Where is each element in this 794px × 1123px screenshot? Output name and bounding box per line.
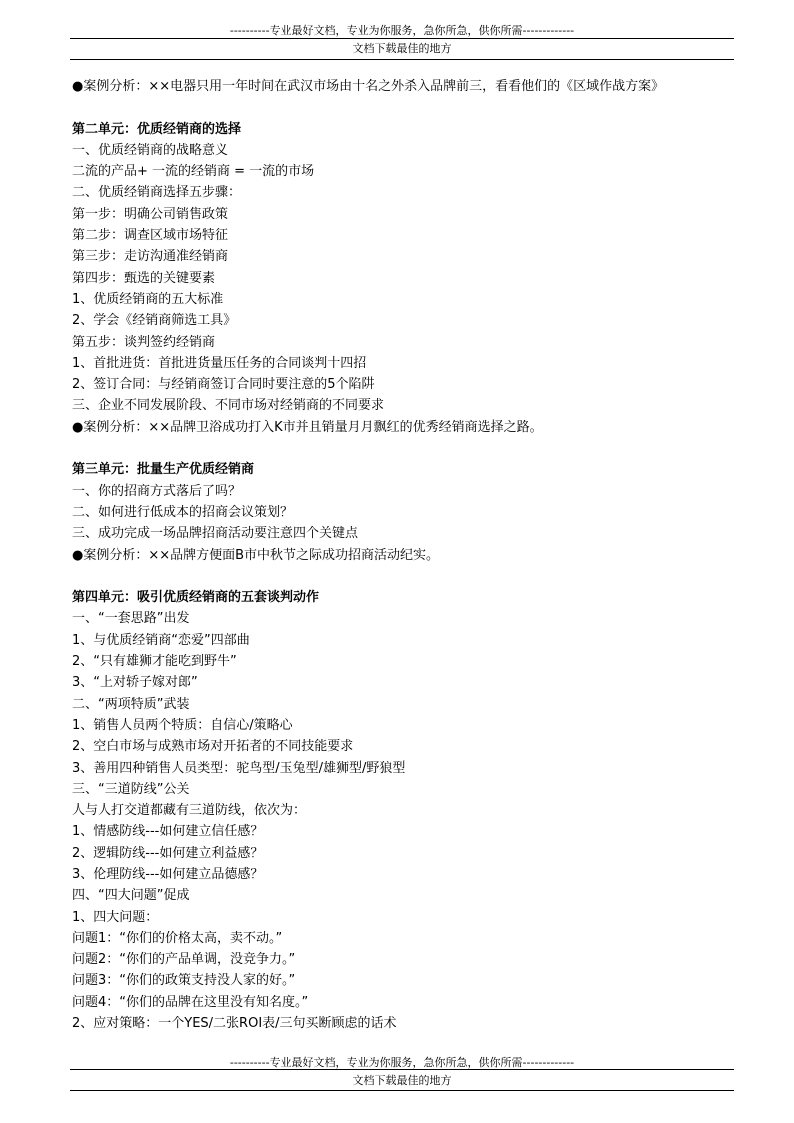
list-item: 二、如何进行低成本的招商会议策划？ bbox=[72, 504, 294, 520]
list-item: 二、“两项特质”武装 bbox=[72, 696, 190, 712]
list-item: 1、销售人员两个特质：自信心/策略心 bbox=[72, 717, 293, 733]
list-item: 2、“只有雄狮才能吃到野牛” bbox=[72, 654, 237, 670]
list-item: 3、善用四种销售人员类型：驼鸟型/玉兔型/雄狮型/野狼型 bbox=[72, 760, 406, 776]
case-analysis-2: ●案例分析：××品牌卫浴成功打入K市并且销量月月飘红的优秀经销商选择之路。 bbox=[72, 419, 543, 435]
list-item: 1、首批进货：首批进货量压任务的合同谈判十四招 bbox=[72, 355, 367, 371]
list-item: 四、“四大问题”促成 bbox=[72, 888, 190, 904]
list-item: 1、优质经销商的五大标准 bbox=[72, 291, 224, 307]
list-item: 二、优质经销商选择五步骤： bbox=[72, 185, 242, 201]
list-item: 第四步：甄选的关键要素 bbox=[72, 270, 216, 286]
list-item: 人与人打交道都藏有三道防线，依次为： bbox=[72, 803, 307, 819]
list-item: 1、四大问题： bbox=[72, 909, 159, 925]
list-item: 第二步：调查区域市场特征 bbox=[72, 228, 229, 244]
section-heading-4: 第四单元：吸引优质经销商的五套谈判动作 bbox=[72, 590, 320, 606]
list-item: 3、伦理防线---如何建立品德感？ bbox=[72, 866, 264, 882]
spacer bbox=[72, 438, 736, 459]
spacer bbox=[72, 97, 736, 118]
list-item: 2、空白市场与成熟市场对开拓者的不同技能要求 bbox=[72, 739, 354, 755]
header-rule bbox=[70, 38, 734, 39]
list-item: 2、逻辑防线---如何建立利益感？ bbox=[72, 845, 264, 861]
document-body bbox=[72, 76, 736, 1034]
list-item: 2、签订合同：与经销商签订合同时要注意的5个陷阱 bbox=[72, 377, 375, 393]
header-rule-bottom bbox=[70, 59, 734, 60]
list-item: 二流的产品+ 一流的经销商 = 一流的市场 bbox=[72, 164, 315, 180]
list-item: 1、与优质经销商“恋爱”四部曲 bbox=[72, 632, 250, 648]
spacer bbox=[72, 566, 736, 587]
list-item: 三、“三道防线”公关 bbox=[72, 781, 190, 797]
list-item: 三、企业不同发展阶段、不同市场对经销商的不同要求 bbox=[72, 398, 385, 414]
list-item: 问题1：“你们的价格太高，卖不动。” bbox=[72, 930, 283, 946]
list-item: 问题4：“你们的品牌在这里没有知名度。” bbox=[72, 994, 309, 1010]
list-item: 问题3：“你们的政策支持没人家的好。” bbox=[72, 973, 296, 989]
case-analysis-1: ●案例分析：××电器只用一年时间在武汉市场由十名之外杀入品牌前三，看看他们的《区域作战方案》 bbox=[72, 79, 665, 94]
list-item: 一、你的招商方式落后了吗？ bbox=[72, 483, 242, 499]
header-tagline: ----------专业最好文档，专业为你服务，急你所急，供你所需------------- bbox=[229, 24, 575, 37]
section-heading-2: 第二单元：优质经销商的选择 bbox=[72, 121, 242, 137]
list-item: 2、学会《经销商筛选工具》 bbox=[72, 313, 237, 329]
footer-rule-bottom bbox=[70, 1090, 734, 1091]
header-subtitle: 文档下载最佳的地方 bbox=[352, 42, 452, 55]
case-analysis-3: ●案例分析：××品牌方便面B市中秋节之际成功招商活动纪实。 bbox=[72, 547, 440, 563]
list-item: 问题2：“你们的产品单调，没竞争力。” bbox=[72, 952, 296, 968]
list-item: 第一步：明确公司销售政策 bbox=[72, 206, 229, 222]
list-item: 一、优质经销商的战略意义 bbox=[72, 142, 229, 158]
list-item: 2、应对策略：一个YES/二张ROI表/三句买断顾虑的话术 bbox=[72, 1016, 397, 1032]
list-item: 3、“上对轿子嫁对郎” bbox=[72, 675, 198, 691]
section-heading-3: 第三单元：批量生产优质经销商 bbox=[72, 462, 255, 478]
list-item: 第三步：走访沟通准经销商 bbox=[72, 249, 229, 265]
list-item: 第五步：谈判签约经销商 bbox=[72, 334, 216, 350]
footer-rule bbox=[70, 1069, 734, 1070]
footer-tagline: ----------专业最好文档，专业为你服务，急你所急，供你所需------------- bbox=[229, 1056, 575, 1069]
list-item: 三、成功完成一场品牌招商活动要注意四个关键点 bbox=[72, 526, 359, 542]
list-item: 1、情感防线---如何建立信任感？ bbox=[72, 824, 264, 840]
footer-subtitle: 文档下载最佳的地方 bbox=[352, 1074, 452, 1087]
list-item: 一、“一套思路”出发 bbox=[72, 611, 190, 627]
